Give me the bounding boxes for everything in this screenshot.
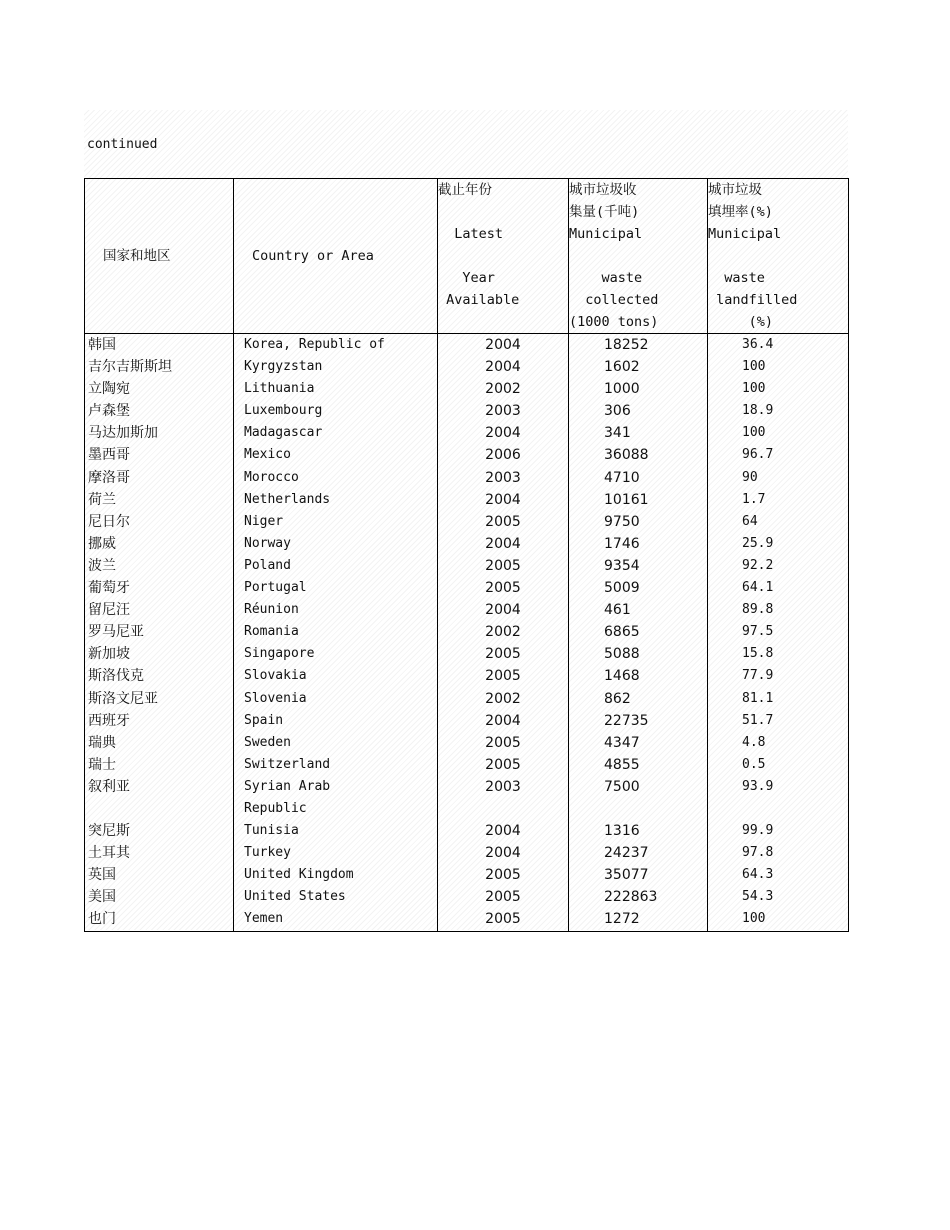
table-row	[85, 356, 849, 378]
header-year-line: Year	[438, 270, 495, 286]
cell-year: 2005	[438, 754, 569, 776]
header-landfilled-line: Municipal	[708, 226, 782, 242]
cell-landfilled: 64.1	[708, 577, 849, 599]
cell-country: Sweden	[234, 732, 438, 754]
cell-year: 2004	[438, 422, 569, 444]
cell-name-cn: 立陶宛	[85, 378, 234, 400]
header-collected-line: waste	[569, 270, 643, 286]
header-landfilled-line	[708, 245, 848, 267]
cell-name-cn: 马达加斯加	[85, 422, 234, 444]
cell-collected: 1602	[569, 356, 708, 378]
waste-table	[84, 178, 849, 932]
cell-name-cn	[85, 798, 234, 820]
cell-landfilled: 92.2	[708, 555, 849, 577]
cell-country: Mexico	[234, 444, 438, 466]
cell-name-cn: 韩国	[85, 334, 234, 357]
cell-landfilled: 93.9	[708, 776, 849, 798]
cell-year: 2004	[438, 599, 569, 621]
table-row	[85, 378, 849, 400]
cell-collected: 4347	[569, 732, 708, 754]
cell-collected: 5009	[569, 577, 708, 599]
continued-note: continued	[87, 137, 158, 152]
cell-landfilled: 99.9	[708, 820, 849, 842]
cell-year: 2004	[438, 533, 569, 555]
table-row	[85, 776, 849, 798]
cell-name-cn: 留尼汪	[85, 599, 234, 621]
header-year-line: Available	[438, 292, 520, 308]
cell-collected: 1316	[569, 820, 708, 842]
cell-year: 2002	[438, 688, 569, 710]
cell-collected	[569, 798, 708, 820]
header-year-line: Latest	[438, 226, 504, 242]
cell-year: 2005	[438, 886, 569, 908]
cell-collected: 7500	[569, 776, 708, 798]
cell-country: Niger	[234, 511, 438, 533]
header-year-line	[438, 311, 568, 333]
cell-landfilled: 100	[708, 378, 849, 400]
cell-name-cn: 墨西哥	[85, 444, 234, 466]
cell-country: Turkey	[234, 842, 438, 864]
cell-collected: 36088	[569, 444, 708, 466]
cell-country: Korea, Republic of	[234, 334, 438, 357]
cell-country: Poland	[234, 555, 438, 577]
cell-name-cn: 美国	[85, 886, 234, 908]
table-row	[85, 577, 849, 599]
table-row	[85, 908, 849, 931]
cell-country: United Kingdom	[234, 864, 438, 886]
cell-collected: 222863	[569, 886, 708, 908]
cell-year: 2005	[438, 732, 569, 754]
cell-landfilled: 64.3	[708, 864, 849, 886]
cell-collected: 1000	[569, 378, 708, 400]
table-row	[85, 555, 849, 577]
cell-landfilled	[708, 798, 849, 820]
cell-collected: 341	[569, 422, 708, 444]
table-row	[85, 467, 849, 489]
cell-name-cn: 卢森堡	[85, 400, 234, 422]
table-row	[85, 710, 849, 732]
cell-country: Yemen	[234, 908, 438, 931]
cell-collected: 306	[569, 400, 708, 422]
cell-country: Romania	[234, 621, 438, 643]
header-collected-line	[569, 245, 707, 267]
cell-year: 2003	[438, 776, 569, 798]
table-row	[85, 621, 849, 643]
header-collected-line: (1000 tons)	[569, 314, 659, 330]
cell-landfilled: 18.9	[708, 400, 849, 422]
table-row	[85, 754, 849, 776]
cell-landfilled: 89.8	[708, 599, 849, 621]
cell-year: 2005	[438, 864, 569, 886]
table-row	[85, 842, 849, 864]
cell-name-cn: 荷兰	[85, 489, 234, 511]
cell-country: Switzerland	[234, 754, 438, 776]
cell-country: Portugal	[234, 577, 438, 599]
cell-name-cn: 挪威	[85, 533, 234, 555]
table-row	[85, 599, 849, 621]
cell-collected: 9750	[569, 511, 708, 533]
cell-name-cn: 新加坡	[85, 643, 234, 665]
cell-country: Luxembourg	[234, 400, 438, 422]
header-year-line: 截止年份	[438, 182, 492, 198]
cell-landfilled: 15.8	[708, 643, 849, 665]
cell-year: 2006	[438, 444, 569, 466]
cell-collected: 9354	[569, 555, 708, 577]
header-landfilled-line: landfilled	[708, 292, 798, 308]
table-row	[85, 643, 849, 665]
cell-name-cn: 波兰	[85, 555, 234, 577]
cell-country: Réunion	[234, 599, 438, 621]
header-country: Country or Area	[234, 179, 438, 334]
table-row	[85, 533, 849, 555]
cell-landfilled: 90	[708, 467, 849, 489]
cell-collected: 35077	[569, 864, 708, 886]
table-row	[85, 334, 849, 357]
cell-year: 2005	[438, 643, 569, 665]
table-row	[85, 732, 849, 754]
cell-country: Lithuania	[234, 378, 438, 400]
cell-year: 2005	[438, 555, 569, 577]
header-collected-line: collected	[569, 292, 659, 308]
cell-name-cn: 突尼斯	[85, 820, 234, 842]
cell-country: Norway	[234, 533, 438, 555]
cell-landfilled: 97.8	[708, 842, 849, 864]
cell-landfilled: 97.5	[708, 621, 849, 643]
cell-landfilled: 1.7	[708, 489, 849, 511]
cell-country: Tunisia	[234, 820, 438, 842]
cell-name-cn: 尼日尔	[85, 511, 234, 533]
cell-landfilled: 64	[708, 511, 849, 533]
cell-name-cn: 吉尔吉斯斯坦	[85, 356, 234, 378]
header-year-line	[438, 201, 568, 223]
cell-name-cn: 土耳其	[85, 842, 234, 864]
cell-country: United States	[234, 886, 438, 908]
cell-name-cn: 葡萄牙	[85, 577, 234, 599]
cell-collected: 4710	[569, 467, 708, 489]
cell-collected: 862	[569, 688, 708, 710]
header-collected-line: Municipal	[569, 226, 643, 242]
header-year-line	[438, 245, 568, 267]
cell-collected: 1746	[569, 533, 708, 555]
cell-landfilled: 51.7	[708, 710, 849, 732]
cell-landfilled: 100	[708, 908, 849, 931]
cell-year: 2002	[438, 378, 569, 400]
header-row	[85, 179, 849, 334]
cell-year: 2004	[438, 489, 569, 511]
cell-name-cn: 瑞典	[85, 732, 234, 754]
cell-collected: 461	[569, 599, 708, 621]
header-landfilled-line: 填埋率(%)	[708, 204, 773, 220]
cell-year: 2005	[438, 577, 569, 599]
header-landfilled-line: (%)	[708, 314, 774, 330]
cell-year	[438, 798, 569, 820]
header-landfilled-line: 城市垃圾	[708, 182, 762, 198]
cell-collected: 18252	[569, 334, 708, 357]
table-row	[85, 400, 849, 422]
cell-name-cn: 斯洛伐克	[85, 665, 234, 687]
cell-country: Morocco	[234, 467, 438, 489]
cell-year: 2004	[438, 820, 569, 842]
cell-year: 2003	[438, 400, 569, 422]
cell-name-cn: 西班牙	[85, 710, 234, 732]
cell-collected: 1272	[569, 908, 708, 931]
cell-collected: 4855	[569, 754, 708, 776]
table-body	[85, 334, 849, 932]
cell-landfilled: 100	[708, 422, 849, 444]
cell-country: Syrian Arab	[234, 776, 438, 798]
cell-collected: 5088	[569, 643, 708, 665]
table-row	[85, 444, 849, 466]
table-row	[85, 511, 849, 533]
cell-year: 2002	[438, 621, 569, 643]
cell-landfilled: 54.3	[708, 886, 849, 908]
cell-year: 2003	[438, 467, 569, 489]
cell-name-cn: 也门	[85, 908, 234, 931]
cell-year: 2004	[438, 356, 569, 378]
cell-country: Kyrgyzstan	[234, 356, 438, 378]
cell-country: Spain	[234, 710, 438, 732]
cell-name-cn: 罗马尼亚	[85, 621, 234, 643]
cell-collected: 1468	[569, 665, 708, 687]
cell-name-cn: 英国	[85, 864, 234, 886]
cell-country: Netherlands	[234, 489, 438, 511]
cell-name-cn: 瑞士	[85, 754, 234, 776]
cell-landfilled: 81.1	[708, 688, 849, 710]
cell-country: Slovenia	[234, 688, 438, 710]
cell-country: Singapore	[234, 643, 438, 665]
table-row	[85, 864, 849, 886]
cell-year: 2005	[438, 908, 569, 931]
cell-year: 2005	[438, 511, 569, 533]
cell-year: 2004	[438, 842, 569, 864]
header-collected	[569, 179, 708, 334]
cell-collected: 6865	[569, 621, 708, 643]
cell-year: 2005	[438, 665, 569, 687]
cell-collected: 10161	[569, 489, 708, 511]
cell-year: 2004	[438, 710, 569, 732]
cell-landfilled: 4.8	[708, 732, 849, 754]
cell-country: Republic	[234, 798, 438, 820]
cell-collected: 22735	[569, 710, 708, 732]
cell-country: Slovakia	[234, 665, 438, 687]
cell-landfilled: 96.7	[708, 444, 849, 466]
table-row	[85, 688, 849, 710]
cell-name-cn: 斯洛文尼亚	[85, 688, 234, 710]
table-row	[85, 665, 849, 687]
cell-name-cn: 叙利亚	[85, 776, 234, 798]
table-row	[85, 798, 849, 820]
header-collected-line: 城市垃圾收	[569, 182, 637, 198]
cell-country: Madagascar	[234, 422, 438, 444]
cell-landfilled: 0.5	[708, 754, 849, 776]
cell-landfilled: 36.4	[708, 334, 849, 357]
header-collected-line: 集量(千吨)	[569, 204, 640, 220]
cell-collected: 24237	[569, 842, 708, 864]
cell-landfilled: 100	[708, 356, 849, 378]
cell-name-cn: 摩洛哥	[85, 467, 234, 489]
header-year	[438, 179, 569, 334]
header-landfilled-line: waste	[708, 270, 765, 286]
cell-landfilled: 77.9	[708, 665, 849, 687]
cell-landfilled: 25.9	[708, 533, 849, 555]
table-row	[85, 489, 849, 511]
table-row	[85, 886, 849, 908]
header-name-cn: 国家和地区	[85, 179, 234, 334]
cell-year: 2004	[438, 334, 569, 357]
table-row	[85, 820, 849, 842]
table-row	[85, 422, 849, 444]
header-landfilled	[708, 179, 849, 334]
